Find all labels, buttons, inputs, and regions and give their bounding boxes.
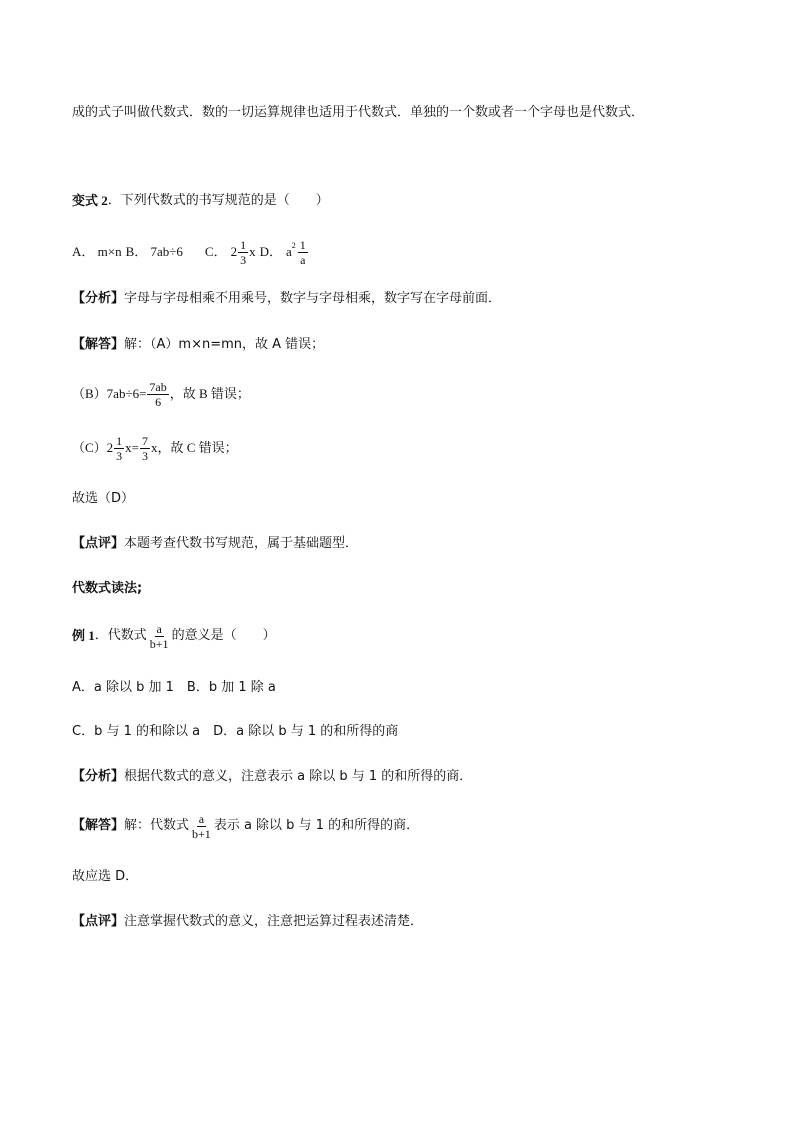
example1-answer-numerator: a <box>198 811 205 826</box>
line-c-mid: x= <box>125 440 140 455</box>
variant2-choice <box>72 490 134 508</box>
line-b-numerator: 7ab <box>149 379 167 394</box>
option-d-label: D． <box>259 244 282 259</box>
line-b-pre: （B）7ab÷6= <box>72 386 147 401</box>
example1-answer-tag: 【解答】 <box>72 818 125 833</box>
intro-paragraph <box>72 104 644 122</box>
example1-analysis <box>72 768 472 786</box>
example1-answer-fraction <box>190 813 213 840</box>
example1-option-ab-text: A．a 除以 b 加 1 B．b 加 1 除 a <box>72 680 276 695</box>
example1-choice <box>72 868 138 886</box>
option-c-whole: 2 <box>230 244 238 259</box>
option-c-label: C． <box>204 244 227 259</box>
variant2-analysis <box>72 290 501 308</box>
example1-comment-tag: 【点评】 <box>72 914 125 929</box>
example1-answer-denominator: b+1 <box>192 826 211 841</box>
option-d-fraction <box>298 239 308 266</box>
option-c-denominator: 3 <box>240 252 247 267</box>
variant2-line-b <box>72 376 250 412</box>
variant2-comment <box>72 535 358 553</box>
line-c-numerator-2: 7 <box>142 433 149 448</box>
line-c-denominator-2: 3 <box>142 448 149 463</box>
line-c-fraction-2 <box>140 435 150 462</box>
option-d-numerator: 1 <box>299 237 306 252</box>
choice-text: 故选（D） <box>72 491 135 506</box>
variant2-question <box>72 192 329 210</box>
comment-tag: 【点评】 <box>72 536 125 551</box>
variant2-title: 变式 2 <box>72 193 108 208</box>
variant2-options <box>72 234 309 270</box>
section-heading <box>72 580 142 598</box>
example1-choice-text: 故应选 D． <box>72 869 139 884</box>
example1-title: 例 1 <box>72 628 95 643</box>
option-b: B． 7ab÷6 <box>125 244 183 259</box>
example1-comment-text: 注意掌握代数式的意义，注意把运算过程表述清楚． <box>124 914 424 929</box>
analysis-tag: 【分析】 <box>72 291 125 306</box>
example1-answer-pre: 解：代数式 <box>124 818 190 833</box>
example1-answer <box>72 808 419 844</box>
variant2-answer <box>72 336 324 354</box>
example1-answer-post: 表示 a 除以 b 与 1 的和所得的商． <box>213 818 420 833</box>
option-d-denominator: a <box>300 252 306 267</box>
line-c-pre: （C）2 <box>72 440 114 455</box>
answer-text: 解：（A）m×n=mn，故 A 错误； <box>124 337 325 352</box>
option-d-base: a <box>285 244 292 259</box>
example1-question <box>72 618 276 654</box>
example1-question-pre: ．代数式 <box>94 628 147 643</box>
line-c-fraction-1 <box>114 435 124 462</box>
line-b-fraction <box>147 381 168 408</box>
line-c-denominator-1: 3 <box>116 448 123 463</box>
option-c-numerator: 1 <box>240 237 247 252</box>
example1-question-fraction <box>148 623 171 650</box>
comment-text: 本题考查代数书写规范，属于基础题型． <box>124 536 359 551</box>
line-c-numerator-1: 1 <box>116 433 123 448</box>
answer-tag: 【解答】 <box>72 337 125 352</box>
example1-question-denominator: b+1 <box>149 636 169 651</box>
line-b-denominator: 6 <box>155 394 162 409</box>
variant2-question-text: ．下列代数式的书写规范的是（ ） <box>107 193 329 208</box>
example1-comment <box>72 913 423 931</box>
example1-analysis-text: 根据代数式的意义，注意表示 a 除以 b 与 1 的和所得的商． <box>124 769 473 784</box>
option-d-exponent: 2 <box>291 241 296 250</box>
option-c-variable: x <box>249 244 256 259</box>
example1-options-ab <box>72 679 276 697</box>
line-c-post: x，故 C 错误； <box>151 440 238 455</box>
option-a: A． m×n <box>72 244 122 259</box>
option-c-fraction <box>238 239 248 266</box>
variant2-line-c <box>72 430 238 466</box>
example1-question-post: 的意义是（ ） <box>171 628 276 643</box>
example1-analysis-tag: 【分析】 <box>72 769 125 784</box>
analysis-text: 字母与字母相乘不用乘号，数字与字母相乘，数字写在字母前面． <box>124 291 502 306</box>
intro-text: 成的式子叫做代数式．数的一切运算规律也适用于代数式．单独的一个数或者一个字母也是代数式． <box>72 105 645 120</box>
line-b-post: ，故 B 错误； <box>169 386 250 401</box>
example1-question-numerator: a <box>156 621 162 636</box>
example1-option-cd-text: C．b 与 1 的和除以 a D．a 除以 b 与 1 的和所得的商 <box>72 724 399 739</box>
example1-options-cd <box>72 723 398 741</box>
section-heading-text: 代数式读法; <box>72 581 143 596</box>
